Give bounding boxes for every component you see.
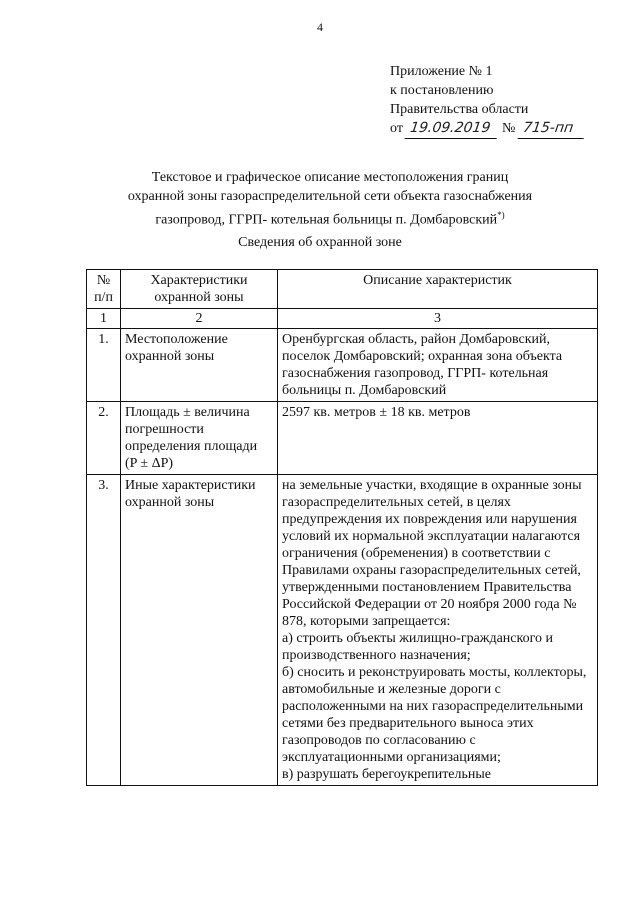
appendix-line-2: к постановлению: [390, 83, 494, 98]
row-number: 3.: [87, 475, 121, 786]
table-row: [87, 329, 598, 402]
title-line-2: охранной зоны газораспределительной сети объекта газоснабжения: [127, 189, 533, 204]
section-title: Сведения об охранной зоне: [238, 235, 402, 250]
row-characteristic: Местоположение охранной зоны: [121, 329, 278, 402]
table-header-row: [87, 270, 598, 309]
row-characteristic: Площадь ± величина погрешности определения площади (P ± ΔP): [121, 402, 278, 475]
description-paragraph: в) разрушать берегоукрепительные: [282, 767, 492, 782]
row-description: [278, 329, 598, 402]
description-paragraph: на земельные участки, входящие в охранные зоны газораспределительных сетей, в целях предупреждения их повреждения или нарушения условий их нормальной эксплуатации налагаются ограничения (обременения) в соответствии с Правилами охраны газораспределительных сетей, утвержденными постановлением Правительства Российской Федерации от 20 ноября 2000 года № 878, которыми запрещается:: [282, 478, 582, 629]
appendix-block: [390, 62, 585, 139]
row-description: [278, 402, 598, 475]
title-line-1: Текстовое и графическое описание местоположения границ: [151, 170, 509, 185]
row-characteristic: Иные характеристики охранной зоны: [121, 475, 278, 786]
appendix-line-1: Приложение № 1: [390, 64, 493, 79]
index-cell: 2: [121, 309, 278, 329]
table-row: [87, 402, 598, 475]
handwritten-date: 19.09.2019: [405, 119, 500, 139]
header-description: Описание характеристик: [278, 270, 598, 309]
handwritten-number: 715-пп: [517, 119, 586, 139]
description-paragraph: а) строить объекты жилищно-гражданского и производственного назначения;: [282, 631, 553, 663]
page-number: 4: [317, 20, 323, 34]
description-paragraph: Оренбургская область, район Домбаровский, поселок Домбаровский; охранная зона объекта газоснабжения газопровод, ГГРП- котельная больницы п. Домбаровский: [282, 332, 563, 398]
appendix-date-line: [390, 119, 585, 139]
title-line-3: газопровод, ГГРП- котельная больницы п. Домбаровский*): [155, 210, 505, 228]
table-index-row: [87, 309, 598, 329]
document-title: [60, 168, 600, 230]
description-paragraph: б) сносить и реконструировать мосты, коллекторы, автомобильные и железные дороги с расположенными на них газораспределительными сетями без предварительного выноса этих газопроводов по согласованию с эксплуатационными организациями;: [282, 665, 587, 765]
table-row: [87, 475, 598, 786]
appendix-line-3: Правительства области: [390, 102, 529, 117]
row-description: [278, 475, 598, 786]
index-cell: 3: [278, 309, 598, 329]
footnote-mark: *): [497, 210, 505, 220]
number-label: №: [501, 121, 516, 136]
description-paragraph: 2597 кв. метров ± 18 кв. метров: [282, 405, 471, 420]
from-label: от: [390, 121, 403, 136]
zone-info-table: [86, 269, 598, 786]
row-number: 2.: [87, 402, 121, 475]
index-cell: 1: [87, 309, 121, 329]
row-number: 1.: [87, 329, 121, 402]
header-number: № п/п: [87, 270, 121, 309]
header-characteristic: Характеристики охранной зоны: [121, 270, 278, 309]
